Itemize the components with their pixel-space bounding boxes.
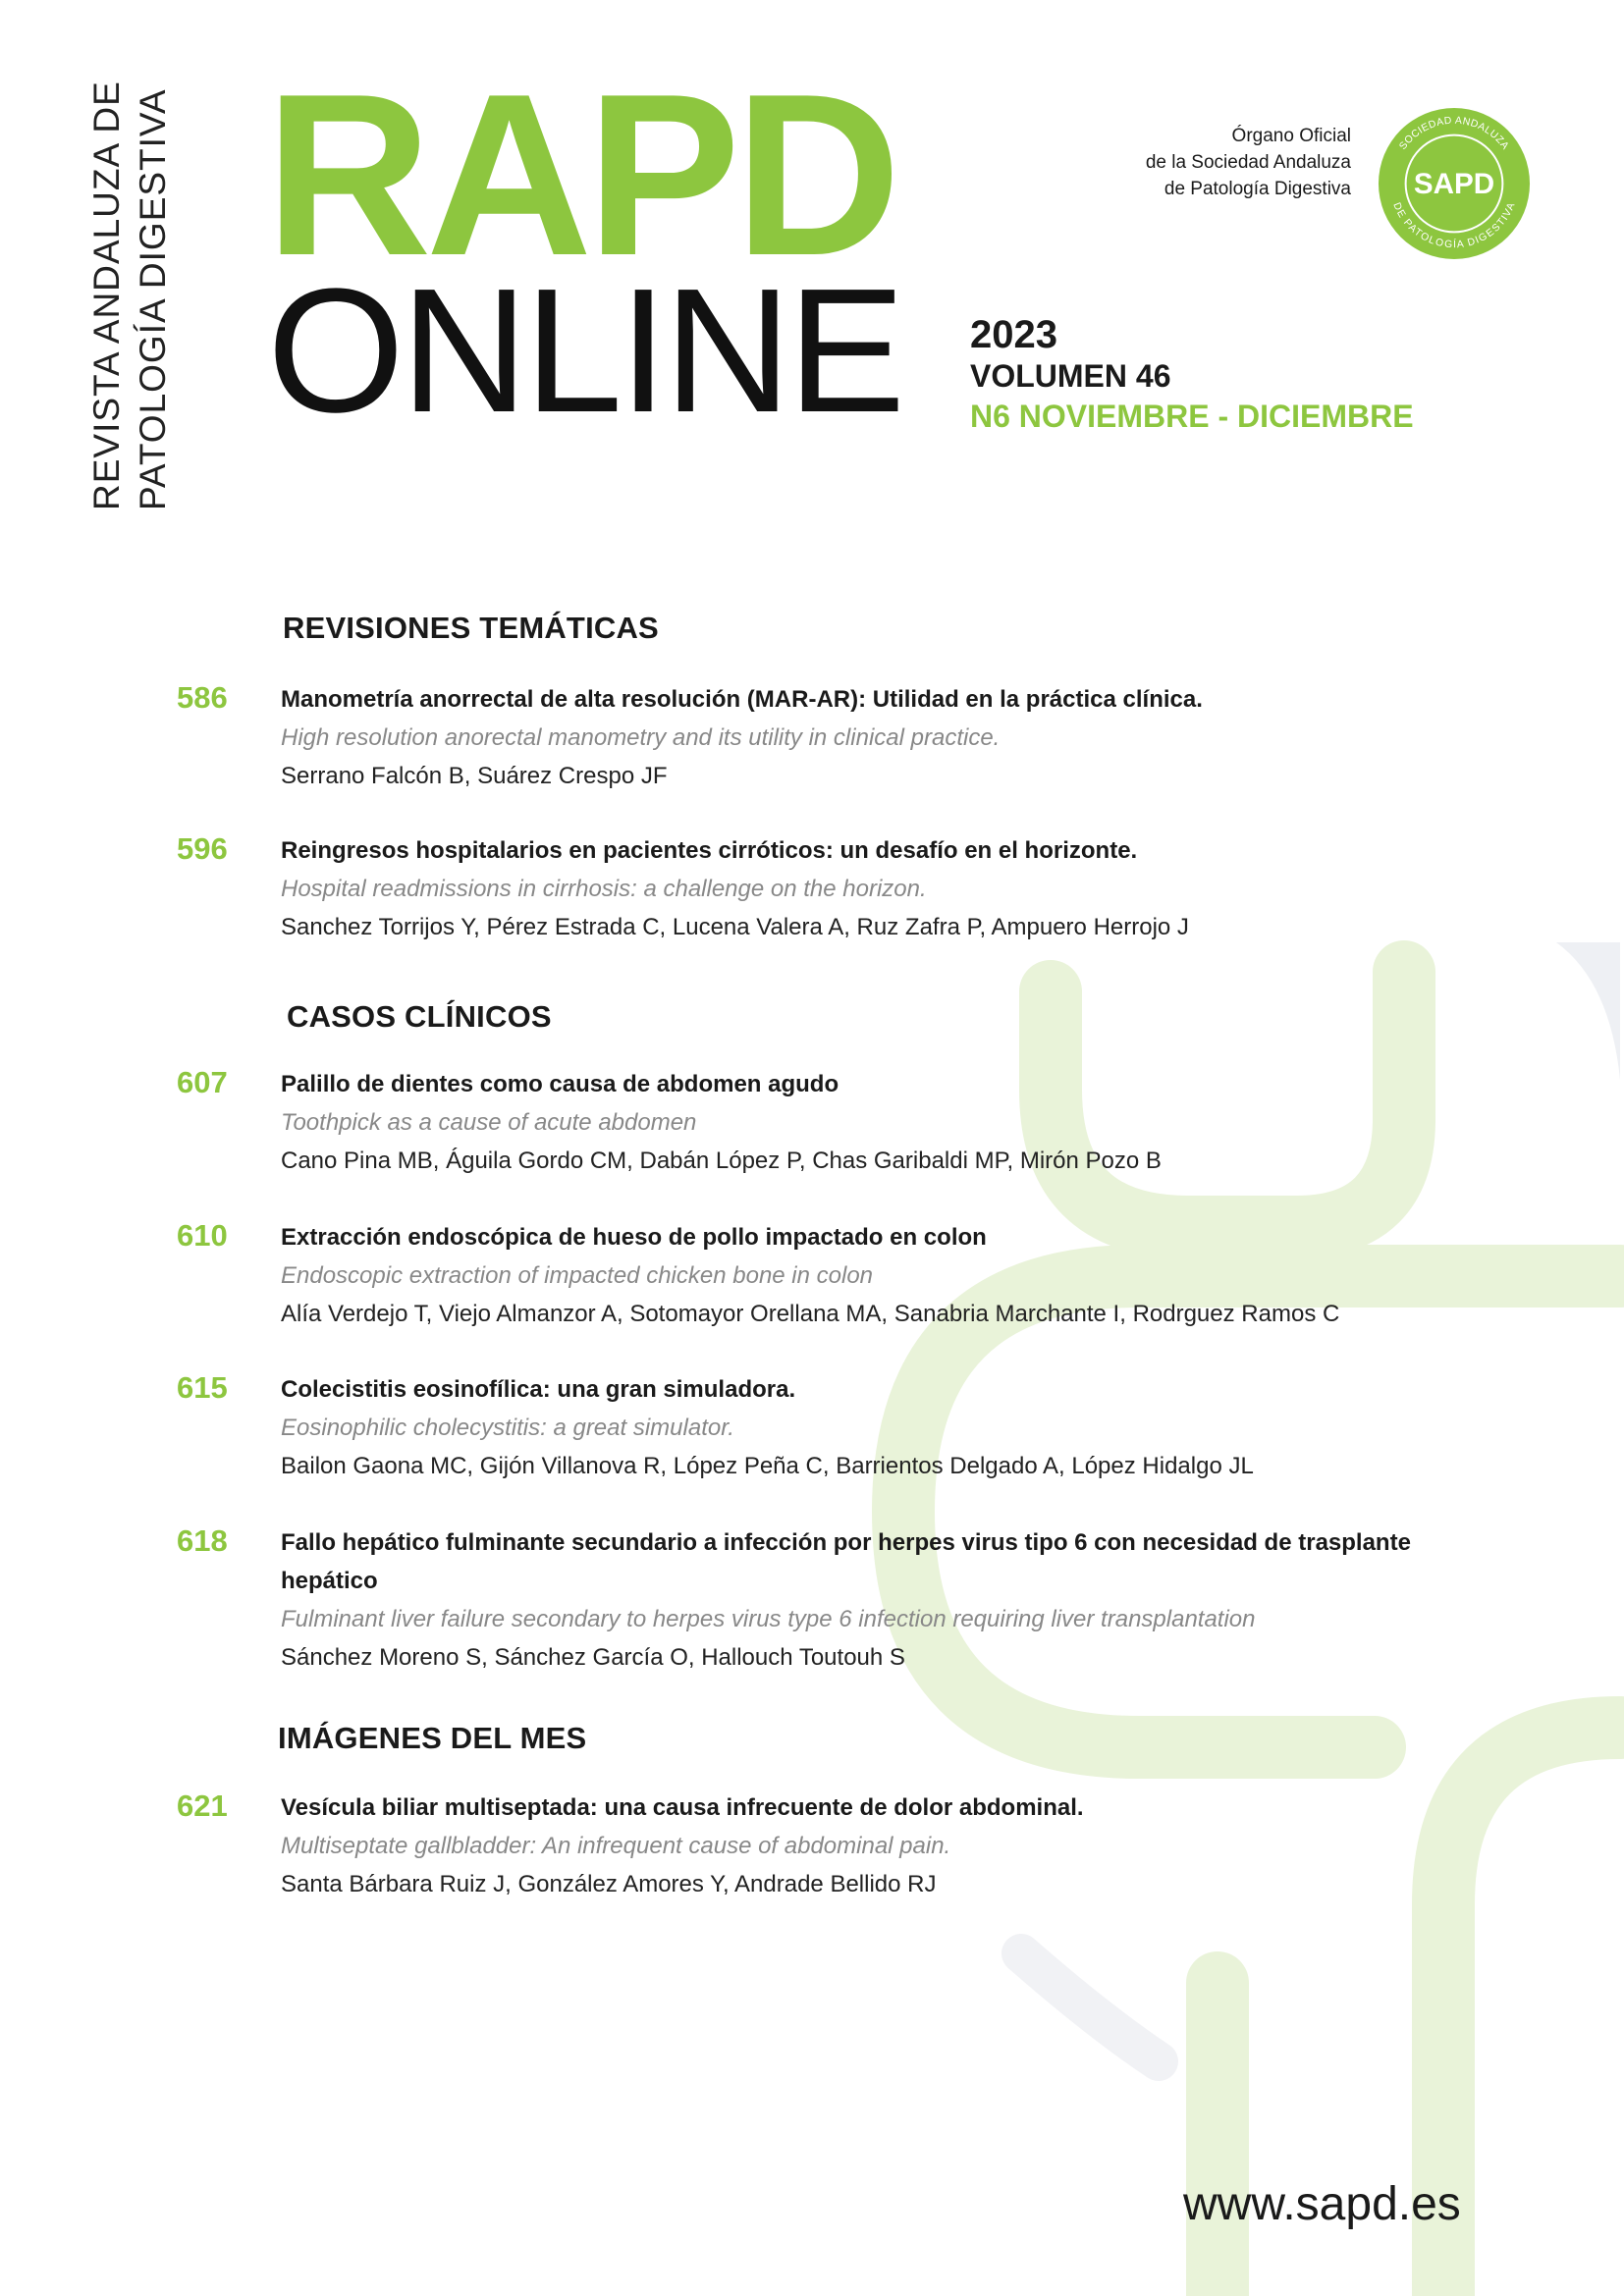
organ-line-3: de Patología Digestiva xyxy=(1164,179,1351,199)
entry-page-number: 621 xyxy=(177,1789,228,1823)
seal-acronym: SAPD xyxy=(1413,167,1495,200)
issue-info xyxy=(970,312,1414,438)
website-link[interactable]: www.sapd.es xyxy=(1183,2178,1461,2230)
toc-entry[interactable] xyxy=(177,680,1453,795)
entry-title-en: Toothpick as a cause of acute abdomen xyxy=(281,1109,697,1136)
entry-page-number: 607 xyxy=(177,1065,228,1099)
toc-entry[interactable] xyxy=(177,1370,1453,1485)
entry-title-es: Extracción endoscópica de hueso de pollo impactado en colon xyxy=(281,1224,987,1251)
entry-page-number: 618 xyxy=(177,1523,228,1558)
logo-online: ONLINE xyxy=(267,252,902,450)
entry-title-en: High resolution anorectal manometry and its utility in clinical practice. xyxy=(281,724,1001,751)
toc-entry[interactable] xyxy=(177,831,1453,946)
entry-authors: Sánchez Moreno S, Sánchez García O, Hallouch Toutouh S xyxy=(281,1644,905,1671)
toc-entry[interactable] xyxy=(177,1789,1453,1903)
vertical-title-line-1: REVISTA ANDALUZA DE xyxy=(86,80,127,510)
section-title-revisiones: REVISIONES TEMÁTICAS xyxy=(283,611,659,645)
organ-line-1: Órgano Oficial xyxy=(1231,126,1351,146)
entry-title-en: Hospital readmissions in cirrhosis: a challenge on the horizon. xyxy=(281,876,927,902)
vertical-journal-name xyxy=(83,79,201,510)
entry-authors: Cano Pina MB, Águila Gordo CM, Dabán López P, Chas Garibaldi MP, Mirón Pozo B xyxy=(281,1148,1162,1174)
entry-authors: Santa Bárbara Ruiz J, González Amores Y, Andrade Bellido RJ xyxy=(281,1871,937,1897)
entry-title-es: Reingresos hospitalarios en pacientes cirróticos: un desafío en el horizonte. xyxy=(281,837,1138,864)
entry-page-number: 615 xyxy=(177,1370,228,1405)
entry-title-es: Palillo de dientes como causa de abdomen agudo xyxy=(281,1071,839,1097)
section-title-casos: CASOS CLÍNICOS xyxy=(287,999,552,1034)
toc-entry[interactable] xyxy=(177,1218,1453,1333)
logo-rapd: RAPD xyxy=(265,45,895,303)
vertical-title-line-2: PATOLOGÍA DIGESTIVA xyxy=(133,88,173,510)
seal-ring-bottom-text: DE PATOLOGÍA DIGESTIVA xyxy=(1390,200,1518,251)
organ-line-2: de la Sociedad Andaluza xyxy=(1145,152,1351,173)
section-title-imagenes: IMÁGENES DEL MES xyxy=(278,1721,587,1755)
entry-page-number: 596 xyxy=(177,831,228,866)
entry-title-en: Multiseptate gallbladder: An infrequent cause of abdominal pain. xyxy=(281,1833,951,1859)
seal-ring-top-text: SOCIEDAD ANDALUZA xyxy=(1397,115,1511,152)
entry-authors: Serrano Falcón B, Suárez Crespo JF xyxy=(281,763,668,789)
entry-authors: Sanchez Torrijos Y, Pérez Estrada C, Lucena Valera A, Ruz Zafra P, Ampuero Herrojo J xyxy=(281,914,1189,940)
entry-title-es: Manometría anorrectal de alta resolución (MAR-AR): Utilidad en la práctica clínica. xyxy=(281,686,1203,713)
sapd-seal-logo xyxy=(1377,106,1532,261)
issue-year: 2023 xyxy=(970,313,1057,356)
entry-authors: Alía Verdejo T, Viejo Almanzor A, Sotomayor Orellana MA, Sanabria Marchante I, Rodrguez Ramos C xyxy=(281,1301,1340,1327)
entry-title-es: Fallo hepático fulminante secundario a infección por herpes virus tipo 6 con necesidad de trasplante hepático xyxy=(281,1529,1411,1594)
toc-entry[interactable] xyxy=(177,1523,1453,1677)
issue-volume: VOLUMEN 46 xyxy=(970,358,1171,394)
entry-page-number: 610 xyxy=(177,1218,228,1253)
toc-entry[interactable] xyxy=(177,1065,1453,1180)
entry-title-es: Colecistitis eosinofílica: una gran simuladora. xyxy=(281,1376,796,1403)
entry-title-en: Fulminant liver failure secondary to herpes virus type 6 infection requiring liver transplantation xyxy=(281,1606,1256,1632)
official-organ-text xyxy=(1146,123,1351,202)
entry-title-es: Vesícula biliar multiseptada: una causa infrecuente de dolor abdominal. xyxy=(281,1794,1084,1821)
entry-page-number: 586 xyxy=(177,680,228,715)
entry-title-en: Endoscopic extraction of impacted chicken bone in colon xyxy=(281,1262,874,1289)
issue-number: N6 NOVIEMBRE - DICIEMBRE xyxy=(970,399,1414,434)
entry-title-en: Eosinophilic cholecystitis: a great simulator. xyxy=(281,1415,734,1441)
entry-authors: Bailon Gaona MC, Gijón Villanova R, López Peña C, Barrientos Delgado A, López Hidalgo JL xyxy=(281,1453,1254,1479)
